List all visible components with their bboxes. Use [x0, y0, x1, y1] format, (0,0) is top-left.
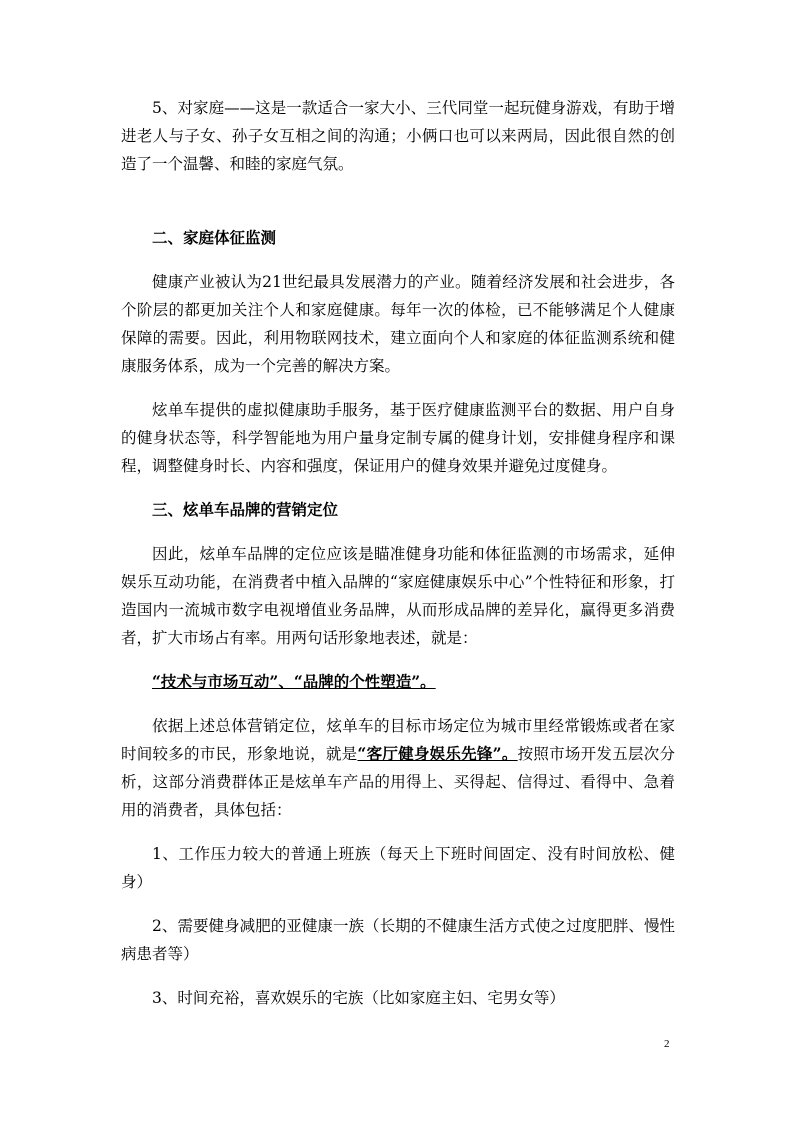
target-text-after: 按照市场开发五层次分析，这部分消费群体正是炫单车产品的用得上、买得起、信得过、看得中、急着用的消费者，具体包括：: [121, 745, 675, 819]
paragraph-family: 5、对家庭——这是一款适合一家大小、三代同堂一起玩健身游戏，有助于增进老人与子女、孙子女互相之间的沟通；小俩口也可以来两局，因此很自然的创造了一个温馨、和睦的家庭气氛。: [121, 99, 675, 173]
spacer: [121, 652, 675, 668]
section-heading-2: 二、家庭体征监测: [152, 228, 277, 247]
spacer: [121, 380, 675, 396]
paragraph-brand-positioning: 因此，炫单车品牌的定位应该是瞄准健身功能和体征监测的市场需求，延伸娱乐互动功能，在消费者中植入品牌的“家庭健康娱乐中心”个性特征和形象，打造国内一流城市数字电视增值业务品牌，从而形成品牌的差异化，赢得更多消费者，扩大市场占有率。用两句话形象地表述，就是：: [121, 545, 675, 647]
spacer: [121, 968, 675, 984]
spacer: [121, 824, 675, 840]
target-slogan: “客厅健身娱乐先锋”。: [357, 744, 518, 763]
page-number: 2: [664, 1038, 670, 1050]
list-item-subhealthy: 2、需要健身减肥的亚健康一族（长期的不健康生活方式使之过度肥胖、慢性病患者等）: [121, 917, 675, 963]
list-item-office-workers: 1、工作压力较大的普通上班族（每天上下班时间固定、没有时间放松、健身）: [121, 845, 675, 891]
slogan-paragraph: [121, 668, 675, 696]
spacer: [121, 696, 675, 712]
brand-slogan: “技术与市场互动”、“品牌的个性塑造”。: [152, 672, 436, 691]
spacer: [121, 480, 675, 496]
spacer: [121, 524, 675, 540]
paragraph-health-assistant: 炫单车提供的虚拟健康助手服务，基于医疗健康监测平台的数据、用户自身的健身状态等，科学智能地为用户量身定制专属的健身计划，安排健身程序和课程，调整健身时长、内容和强度，保证用户的健身效果并避免过度健身。: [121, 401, 675, 475]
spacer: [121, 178, 675, 224]
list-item-homebodies: 3、时间充裕，喜欢娱乐的宅族（比如家庭主妇、宅男女等）: [152, 989, 565, 1007]
spacer: [121, 896, 675, 912]
section-heading-3: 三、炫单车品牌的营销定位: [152, 500, 339, 519]
paragraph-health-industry: 健康产业被认为21世纪最具发展潜力的产业。随着经济发展和社会进步，各个阶层的都更加关注个人和家庭健康。每年一次的体检，已不能够满足个人健康保障的需要。因此，利用物联网技术，建立面向个人和家庭的体征监测系统和健康服务体系，成为一个完善的解决方案。: [121, 273, 675, 375]
spacer: [121, 252, 675, 268]
paragraph-target-market: [121, 712, 675, 824]
document-body: [121, 94, 675, 1012]
target-text-before: 依据上述总体营销定位，炫单车的目标市场定位为城市里经常锻炼或者在家时间较多的市民，形象地说，就是: [121, 717, 675, 763]
